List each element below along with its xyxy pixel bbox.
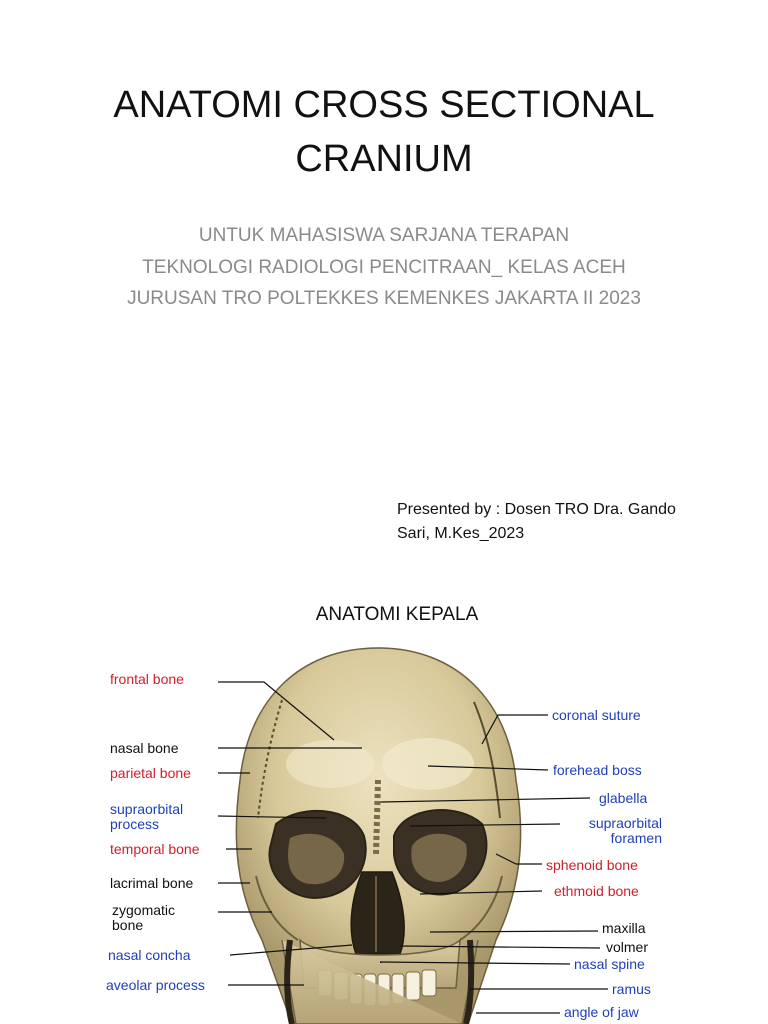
subtitle-line-3: JURUSAN TRO POLTEKKES KEMENKES JAKARTA II 2023 <box>127 288 641 309</box>
title-line-2: CRANIUM <box>295 138 473 180</box>
label-supraorbital-foramen-line-2: foramen <box>610 830 662 846</box>
label-angle-of-jaw: angle of jaw <box>564 1004 639 1020</box>
label-supraorbital-foramen <box>556 816 662 846</box>
subtitle-line-2: TEKNOLOGI RADIOLOGI PENCITRAAN_ KELAS ACEH <box>142 256 626 278</box>
slide-subtitle <box>0 220 768 315</box>
title-line-1: ANATOMI CROSS SECTIONAL <box>113 84 655 126</box>
label-volmer: volmer <box>606 939 649 955</box>
label-coronal-suture: coronal suture <box>552 707 641 723</box>
label-supraorbital-foramen-line-1: supraorbital <box>588 815 662 831</box>
label-glabella: glabella <box>599 790 648 806</box>
label-ethmoid-bone: ethmoid bone <box>554 883 639 899</box>
label-sphenoid-bone: sphenoid bone <box>546 857 638 873</box>
section-heading: ANATOMI KEPALA <box>315 604 479 625</box>
label-forehead-boss: forehead boss <box>553 762 642 778</box>
label-parietal-bone: parietal bone <box>110 765 191 781</box>
label-aveolar-process: aveolar process <box>106 977 205 993</box>
skull-anatomy-figure <box>0 640 768 1024</box>
slide-title <box>0 78 768 186</box>
label-nasal-spine: nasal spine <box>574 956 645 972</box>
label-zygomatic-bone <box>112 903 175 933</box>
label-nasal-bone: nasal bone <box>110 740 179 756</box>
presenter-info <box>397 498 717 546</box>
presenter-line-1: Presented by : Dosen TRO Dra. Gando <box>397 501 676 518</box>
label-zygomatic-bone-line-2: bone <box>112 917 144 933</box>
label-nasal-concha: nasal concha <box>108 947 191 963</box>
label-frontal-bone: frontal bone <box>110 671 184 687</box>
label-temporal-bone: temporal bone <box>110 841 200 857</box>
label-supraorbital-process-line-2: process <box>110 816 160 832</box>
label-zygomatic-bone-line-1: zygomatic <box>112 902 176 918</box>
subtitle-line-1: UNTUK MAHASISWA SARJANA TERAPAN <box>198 225 570 246</box>
label-lacrimal-bone: lacrimal bone <box>110 875 194 891</box>
presenter-line-2: Sari, M.Kes_2023 <box>397 525 525 542</box>
label-ramus: ramus <box>612 981 651 997</box>
nasal-cavity <box>351 872 404 954</box>
label-supraorbital-process <box>110 802 183 832</box>
label-supraorbital-process-line-1: supraorbital <box>110 801 184 817</box>
forehead-boss-highlight <box>382 738 474 790</box>
label-maxilla: maxilla <box>602 920 646 936</box>
